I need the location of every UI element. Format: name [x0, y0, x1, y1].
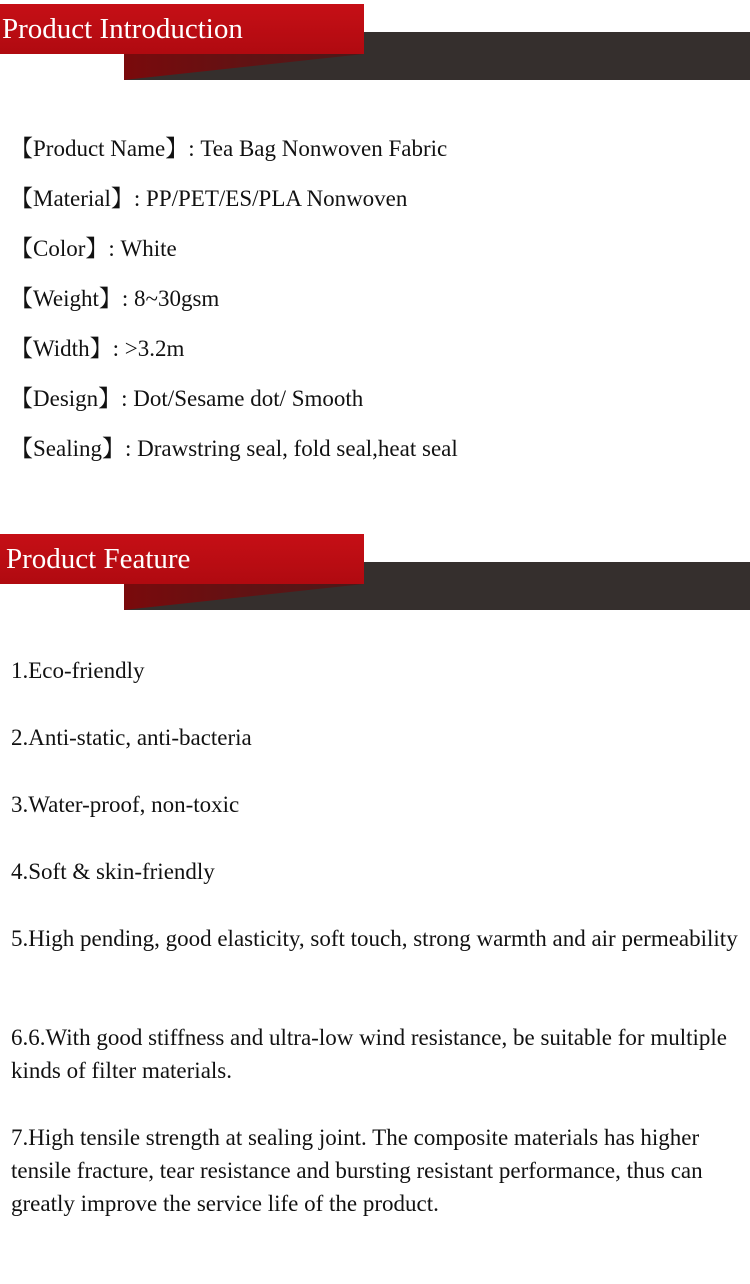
bracket-close: 】 [85, 236, 109, 261]
spec-label: Width [33, 336, 90, 361]
feature-item: 2.Anti-static, anti-bacteria [11, 725, 252, 750]
spec-value: : >3.2m [112, 336, 185, 361]
spec-row-weight [10, 282, 740, 332]
spec-row-material [10, 182, 740, 232]
spec-label: Weight [33, 286, 99, 311]
feature-item: 1.Eco-friendly [11, 658, 145, 683]
feature-item: 5.High pending, good elasticity, soft touch, strong warmth and air permeability [11, 926, 738, 951]
bracket-close: 】 [110, 186, 134, 211]
spec-row-width [10, 332, 740, 382]
feature-item: 4.Soft & skin-friendly [11, 859, 215, 884]
bracket-open: 【 [10, 186, 33, 211]
spec-label: Color [33, 236, 86, 261]
bracket-close: 】 [165, 136, 189, 161]
bracket-open: 【 [10, 386, 33, 411]
spec-value: : Tea Bag Nonwoven Fabric [188, 136, 448, 161]
bracket-open: 【 [10, 286, 33, 311]
spec-value: : Drawstring seal, fold seal,heat seal [125, 436, 458, 461]
section-banner-introduction [0, 4, 750, 80]
spec-row-design [10, 382, 740, 432]
spec-label: Sealing [33, 436, 102, 461]
bracket-open: 【 [10, 336, 33, 361]
spec-row-color [10, 232, 740, 282]
feature-item: 3.Water-proof, non-toxic [11, 792, 240, 817]
product-feature-list [11, 654, 750, 1221]
product-spec-list [10, 132, 740, 482]
bracket-open: 【 [10, 436, 33, 461]
spec-label: Design [33, 386, 99, 411]
spec-row-sealing [10, 432, 740, 482]
spec-value: : PP/PET/ES/PLA Nonwoven [133, 186, 408, 211]
feature-item: 7.High tensile strength at sealing joint. The composite materials has higher tensile fracture, tear resistance and bursting resistant performance, thus can greatly improve the service life of the product. [11, 1125, 703, 1216]
section-title-feature: Product Feature [6, 543, 191, 575]
spec-label: Product Name [33, 136, 166, 161]
spec-value: : Dot/Sesame dot/ Smooth [121, 386, 364, 411]
bracket-close: 】 [102, 436, 125, 461]
section-title-introduction: Product Introduction [2, 13, 243, 45]
section-banner-feature [0, 534, 750, 610]
spec-value: : White [108, 236, 177, 261]
bracket-close: 】 [98, 286, 122, 311]
feature-item: 6.6.With good stiffness and ultra-low wind resistance, be suitable for multiple kinds of filter materials. [11, 1025, 727, 1083]
bracket-close: 】 [89, 336, 113, 361]
spec-value: : 8~30gsm [121, 286, 220, 311]
bracket-open: 【 [10, 236, 33, 261]
spec-row-product-name [10, 132, 740, 182]
bracket-open: 【 [10, 136, 33, 161]
spec-label: Material [33, 186, 111, 211]
bracket-close: 】 [98, 386, 122, 411]
